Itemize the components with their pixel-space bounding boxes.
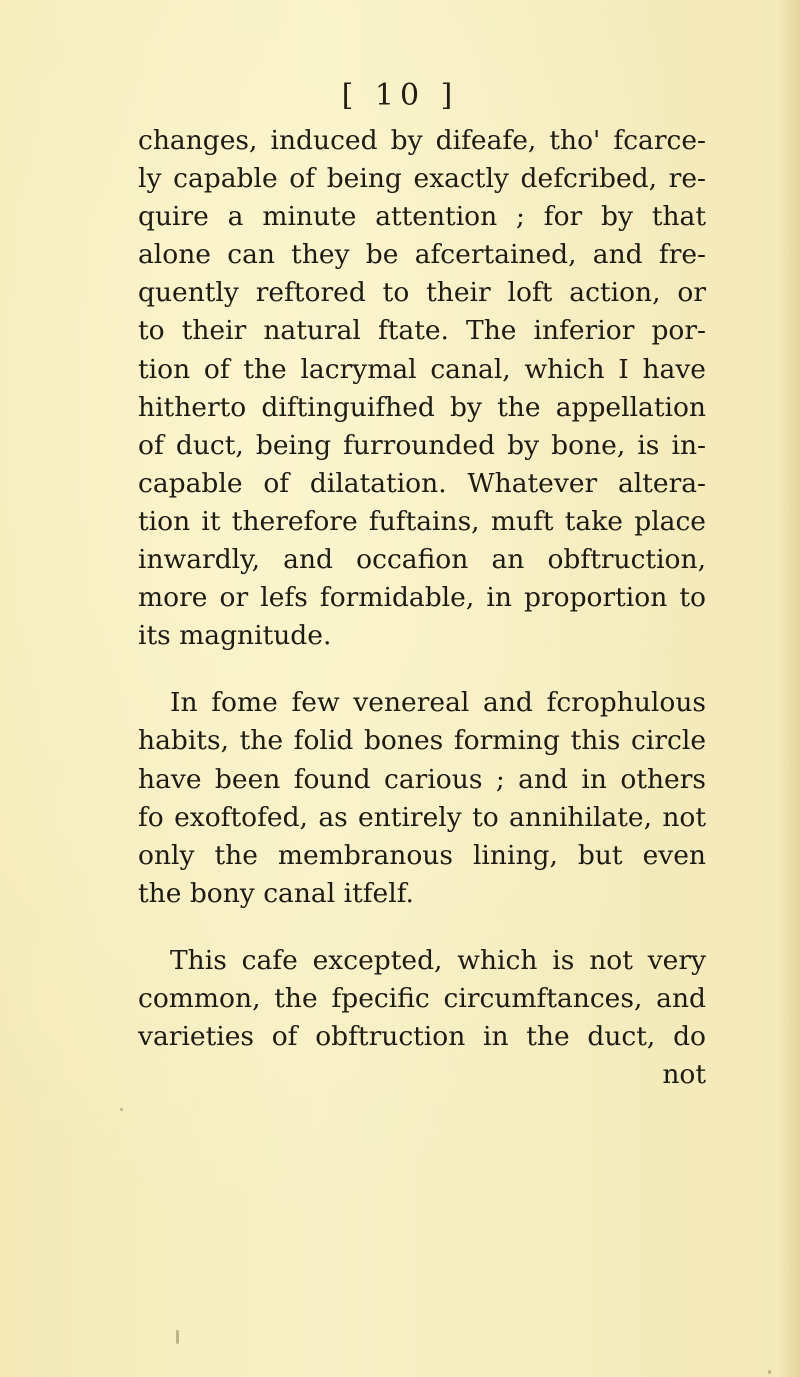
text-line: its magnitude. bbox=[138, 620, 332, 652]
text-line: only the membranous lining, but even bbox=[138, 839, 706, 871]
text-line: of duct, being furrounded by bone, is in- bbox=[138, 429, 706, 461]
text-line: alone can they be afcertained, and fre- bbox=[138, 239, 706, 271]
text-line: quire a minute attention ; for by that bbox=[138, 201, 706, 233]
text-line: tion of the lacrymal canal, which I have bbox=[138, 353, 706, 385]
paragraph-1 bbox=[138, 122, 706, 655]
paragraph-spacer bbox=[138, 913, 706, 942]
text-line: capable of dilatation. Whatever altera- bbox=[138, 467, 706, 499]
text-line: the bony canal itfelf. bbox=[138, 877, 414, 909]
text-line: varieties of obftruction in the duct, do bbox=[138, 1021, 706, 1053]
paragraph-2 bbox=[138, 684, 706, 913]
text-line: changes, induced by difeafe, tho' fcarce- bbox=[138, 125, 706, 156]
paragraph-3 bbox=[138, 942, 706, 1056]
text-line: In fome few venereal and fcrophulous bbox=[170, 687, 706, 719]
text-line: fo exoftofed, as entirely to annihilate, not bbox=[138, 801, 706, 833]
page-edge-shadow bbox=[778, 0, 800, 1377]
text-line: common, the fpecific circumftances, and bbox=[138, 982, 706, 1014]
page-number: [ 10 ] bbox=[341, 78, 459, 113]
text-line: tion it therefore fuftains, muft take place bbox=[138, 505, 706, 537]
text-line: This cafe excepted, which is not very bbox=[170, 944, 706, 976]
text-line: have been found carious ; and in others bbox=[138, 763, 706, 795]
paragraph-spacer bbox=[138, 655, 706, 684]
text-line: inwardly, and occafion an obftruction, bbox=[138, 544, 706, 576]
catchword: not bbox=[662, 1059, 706, 1091]
text-line: to their natural ftate. The inferior por- bbox=[138, 315, 706, 347]
text-line: quently reftored to their loft action, or bbox=[138, 277, 706, 309]
text-line: more or lefs formidable, in proportion to bbox=[138, 582, 706, 614]
paper-speck bbox=[120, 1108, 123, 1111]
paper-speck bbox=[176, 1330, 179, 1344]
text-line: ly capable of being exactly defcribed, re- bbox=[138, 163, 706, 195]
text-line: habits, the folid bones forming this circle bbox=[138, 725, 706, 757]
body-text bbox=[138, 122, 706, 1094]
text-line: hitherto diftinguifhed by the appellation bbox=[138, 391, 706, 423]
paper-speck bbox=[768, 1370, 771, 1374]
